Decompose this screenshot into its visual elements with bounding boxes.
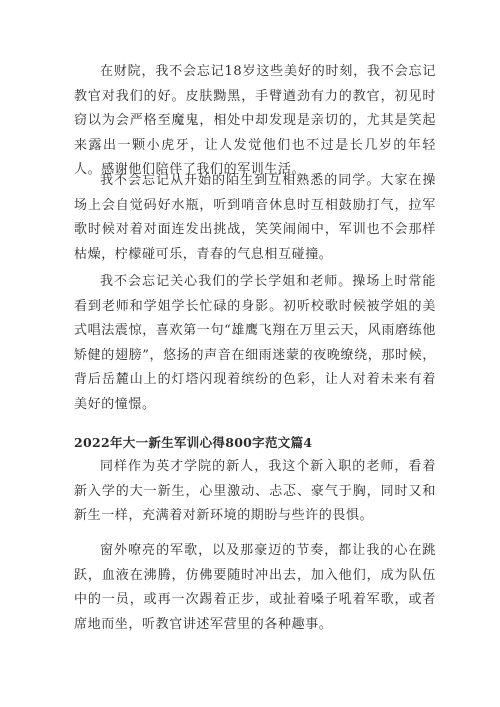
body-paragraph: 在财院，我不会忘记18岁这些美好的时刻，我不会忘记教官对我们的好。皮肤黝黑，手臂遒劲有力的教官，初见时窃以为会严格至魔鬼，相处中却发现是亲切的，尤其是笑起来露出一颗小虎牙，让人发觉他们也不过是长几岁的年轻人。感谢他们陪伴了我们的军训生活。 [74,64,436,177]
body-paragraph: 同样作为英才学院的新人，我这个新入职的老师，看着新入学的大一新生，心里激动、忐忑、豪气于胸，同时又和新生一样，充满着对新环境的期盼与些许的畏惧。 [74,459,436,523]
section-heading: 2022年大一新生军训心得800字范文篇4 [74,435,313,450]
body-paragraph: 我不会忘记从开始的陌生到互相熟悉的同学。大家在操场上会自觉码好水瓶，听到哨音休息时互相鼓励打气，拉军歌时候对着对面连发出挑战，笑笑闹闹中，军训也不会那样枯燥，柠檬碰可乐，青春的气息相互碰撞。 [74,173,436,262]
body-paragraph: 窗外嘹亮的军歌，以及那豪迈的节奏，都让我的心在跳跃，血液在沸腾，仿佛要随时冲出去，加入他们，成为队伍中的一员，或再一次踢着正步，或扯着嗓子吼着军歌，或者席地而坐，听教官讲述军营里的各种趣事。 [74,543,436,632]
body-paragraph: 我不会忘记关心我们的学长学姐和老师。操场上时常能看到老师和学姐学长忙碌的身影。初听校歌时候被学姐的美式唱法震惊，喜欢第一句“雄鹰飞翔在万里云天，风雨磨练他矫健的翅膀”，悠扬的声音在细雨迷蒙的夜晚缭绕，那时候，背后岳麓山上的灯塔闪现着缤纷的色彩，让人对着未来有着美好的憧憬。 [74,274,436,412]
